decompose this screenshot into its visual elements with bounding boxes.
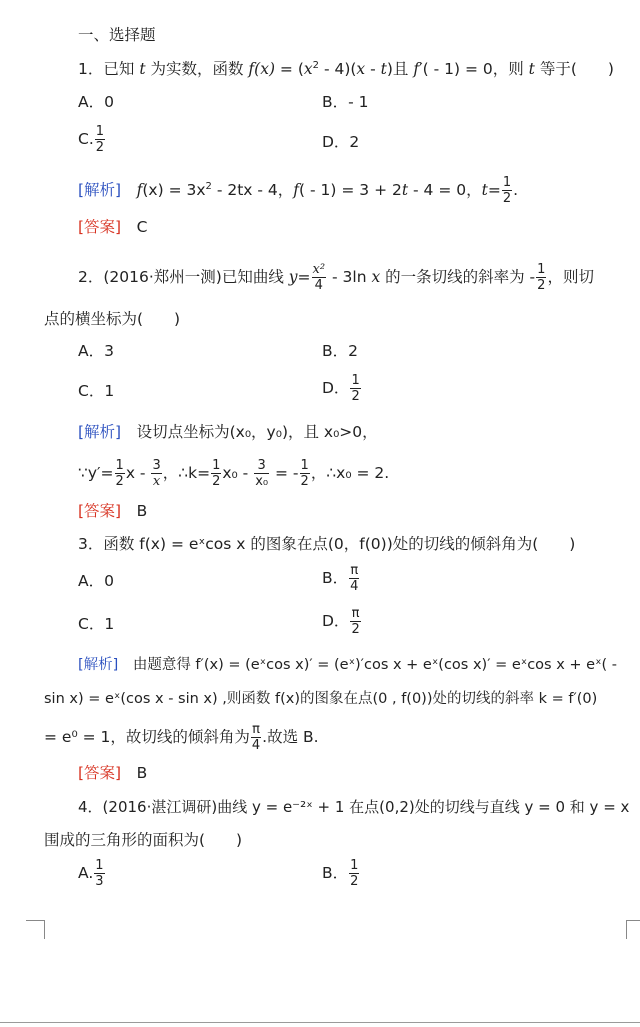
fraction-denominator: 2 (115, 474, 124, 489)
q2-option-d (322, 373, 362, 404)
q3-analysis-text: .故选 B. (262, 728, 319, 746)
bottom-divider (0, 1022, 640, 1023)
q2-text: - 3ln (327, 268, 372, 286)
q2-analysis-fraction (254, 458, 269, 489)
fraction-numerator: π (350, 563, 359, 578)
q3-option-d-fraction (350, 606, 360, 637)
fraction-denominator: 4 (350, 579, 359, 594)
question-1-stem (78, 58, 614, 80)
q1-option-a: A．0 (78, 93, 114, 111)
q1-text: 等于( ) (534, 60, 614, 78)
analysis-label: [解析] (78, 423, 122, 441)
q2-fraction (536, 262, 546, 293)
q1-option-c-label: C. (78, 130, 94, 148)
page-crop-mark-left (26, 920, 45, 939)
fraction-denominator: 2 (351, 389, 360, 404)
q1-analysis-text: f (293, 181, 300, 199)
answer-label: [答案] (78, 502, 122, 520)
q1-var: f (248, 60, 255, 78)
q1-var: t (528, 60, 535, 78)
q2-option-a: A．3 (78, 342, 114, 360)
q1-analysis-fraction (502, 175, 512, 206)
fraction-numerator: 1 (537, 262, 546, 277)
question-2-stem-line2: 点的横坐标为( ) (44, 310, 181, 328)
fraction-numerator: 1 (502, 175, 512, 190)
fraction-denominator: x (152, 474, 161, 489)
q1-analysis-text: t (481, 181, 488, 199)
q2-text: = (297, 268, 311, 286)
fraction-numerator: 3 (152, 458, 161, 473)
q2-text: 的一条切线的斜率为 - (380, 268, 536, 286)
question-3-stem: 3．函数 f(x) = eˣcos x 的图象在点(0，f(0))处的切线的倾斜角为( ) (78, 535, 576, 553)
q3-option-c: C．1 (78, 615, 115, 633)
q1-analysis-text: f (136, 181, 143, 199)
q2-option-b: B．2 (322, 342, 358, 360)
q1-var: (x) (254, 60, 275, 78)
q2-analysis-text: x - (125, 464, 151, 482)
question-4-stem-line2: 围成的三角形的面积为( ) (44, 831, 243, 849)
q1-text: = ( (275, 60, 304, 78)
q2-analysis-text: ，∴x₀ = 2. (310, 464, 390, 482)
q1-text: 为实数，函数 (145, 60, 249, 78)
q2-option-c: C．1 (78, 382, 115, 400)
q1-analysis-sup: 2 (205, 181, 212, 192)
q2-fraction (312, 262, 327, 293)
q1-analysis (78, 175, 518, 206)
q1-var: x (356, 60, 366, 78)
fraction-denominator: 2 (351, 622, 360, 637)
q1-text: 已知 (103, 60, 140, 78)
q2-answer (78, 500, 147, 522)
q1-option-c-fraction (95, 124, 105, 155)
fraction-numerator: 1 (351, 373, 360, 388)
q4-option-a-label: A. (78, 864, 94, 882)
fraction-denominator: 2 (537, 278, 546, 293)
q3-analysis-text: 由题意得 f′(x) = (eˣcos x)′ = (eˣ)′cos x + eˣ(cos x)′ = eˣcos x + eˣ( - (132, 657, 618, 673)
q1-var: f (413, 60, 420, 78)
q1-analysis-text: ( - 1) = 3 + 2 (299, 181, 402, 199)
q3-analysis (78, 654, 617, 676)
q1-option-c (78, 124, 106, 155)
q2-analysis-text: ，∴k= (162, 464, 211, 482)
q3-option-d (322, 606, 362, 637)
q2-analysis-fraction (151, 458, 161, 489)
answer-value: B (136, 502, 148, 520)
q1-text: ′( - 1) = 0，则 (419, 60, 529, 78)
q1-text: )且 (386, 60, 414, 78)
q3-analysis-line3 (44, 722, 319, 753)
q2-analysis-fraction (300, 458, 310, 489)
fraction-denominator: 2 (502, 191, 512, 206)
q3-analysis-text: = e⁰ = 1，故切线的倾斜角为 (44, 728, 250, 746)
question-2-stem (78, 262, 594, 293)
q1-var: x (303, 60, 313, 78)
fraction-denominator: 2 (350, 874, 359, 889)
q4-option-b-label: B． (322, 864, 349, 882)
page-crop-mark-right (626, 920, 640, 939)
fraction-numerator: 3 (254, 458, 269, 474)
q2-option-d-label: D． (322, 379, 350, 397)
q3-option-b-fraction (349, 563, 359, 594)
question-4-stem: 4．(2016·湛江调研)曲线 y = e⁻²ˣ + 1 在点(0,2)处的切线与直线 y = 0 和 y = x (78, 798, 630, 816)
answer-label: [答案] (78, 218, 122, 236)
fraction-numerator: 1 (95, 124, 105, 139)
q1-analysis-text: (x) = 3x (142, 181, 206, 199)
q3-option-d-label: D． (322, 612, 350, 630)
q1-number: 1． (78, 60, 104, 78)
q2-analysis-line2 (78, 458, 389, 489)
q4-option-a-fraction (94, 858, 104, 889)
q1-analysis-text: = (487, 181, 501, 199)
fraction-numerator: 1 (300, 458, 309, 473)
q3-option-a: A．0 (78, 572, 114, 590)
fraction-denominator: 2 (212, 474, 221, 489)
q2-var: y (288, 268, 298, 286)
q2-analysis-text: x₀ - (222, 464, 254, 482)
q2-text: 2．(2016·郑州一测)已知曲线 (78, 268, 289, 286)
fraction-numerator: 1 (115, 458, 124, 473)
section-title: 一、选择题 (78, 26, 156, 44)
q2-text: ，则切 (547, 268, 594, 286)
q1-sup: 2 (312, 60, 320, 71)
q1-analysis-text: t (401, 181, 409, 199)
answer-value: B (136, 764, 148, 782)
fraction-numerator: x² (312, 262, 326, 277)
q4-option-b-fraction (349, 858, 359, 889)
q1-analysis-text: - 4 = 0， (408, 181, 482, 199)
fraction-numerator: 1 (350, 858, 359, 873)
fraction-denominator: 4 (251, 738, 261, 753)
q1-answer (78, 216, 147, 238)
q1-text: - (365, 60, 381, 78)
q1-analysis-text: . (513, 181, 519, 199)
fraction-numerator: π (351, 606, 360, 621)
q2-analysis-text: 设切点坐标为(x₀，y₀)，且 x₀>0， (136, 423, 378, 441)
q2-var: x (371, 268, 381, 286)
answer-value: C (136, 218, 148, 236)
q1-text: - 4)( (319, 60, 357, 78)
q2-analysis-text: = - (270, 464, 299, 482)
fraction-denominator: 3 (95, 874, 104, 889)
q2-analysis-fraction (211, 458, 221, 489)
q1-analysis-text: - 2tx - 4， (211, 181, 294, 199)
q2-analysis (78, 421, 378, 443)
q4-option-a (78, 858, 106, 889)
q2-option-d-fraction (350, 373, 360, 404)
q3-option-b-label: B． (322, 569, 349, 587)
fraction-denominator: 4 (314, 278, 323, 293)
q2-analysis-fraction (115, 458, 125, 489)
q3-option-b (322, 563, 360, 594)
q2-analysis-text: ∵y′= (78, 464, 114, 482)
fraction-denominator: 2 (300, 474, 309, 489)
fraction-numerator: 1 (212, 458, 221, 473)
q1-var: t (139, 60, 146, 78)
fraction-numerator: 1 (95, 858, 104, 873)
fraction-numerator: π (252, 722, 260, 737)
q4-option-b (322, 858, 360, 889)
q3-analysis-line2: sin x) = eˣ(cos x - sin x) ,则函数 f(x)的图象在点(0 , f(0))处的切线的斜率 k = f′(0) (44, 691, 598, 707)
q1-option-b: B．- 1 (322, 93, 369, 111)
q1-var: t (380, 60, 387, 78)
q3-analysis-fraction (251, 722, 261, 753)
fraction-denominator: 2 (95, 140, 105, 155)
analysis-label: [解析] (78, 657, 119, 673)
q3-answer (78, 762, 147, 784)
fraction-denominator: x₀ (255, 474, 269, 489)
q1-option-d: D．2 (322, 133, 360, 151)
answer-label: [答案] (78, 764, 122, 782)
analysis-label: [解析] (78, 181, 122, 199)
